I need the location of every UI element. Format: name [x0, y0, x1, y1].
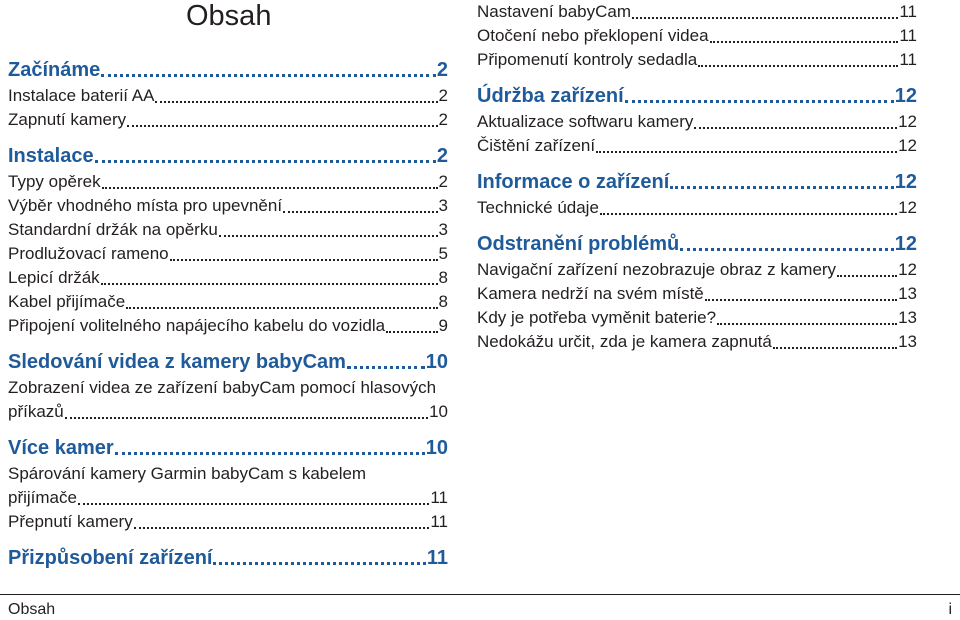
toc-entry-label: Přizpůsobení zařízení — [8, 547, 213, 569]
toc-entry-label: Odstranění problémů — [477, 233, 680, 255]
toc-section-entry[interactable] — [477, 258, 917, 282]
toc-section-entry[interactable] — [477, 330, 917, 354]
toc-entry-row — [8, 170, 448, 194]
dot-leader — [680, 248, 894, 251]
toc-entry-row — [477, 134, 917, 158]
toc-entry-row — [477, 230, 917, 258]
toc-section-entry[interactable] — [8, 314, 448, 338]
toc-entry-label: přijímače — [8, 488, 77, 507]
toc-entry-page-number: 13 — [898, 308, 917, 327]
toc-entry-row — [477, 0, 917, 24]
toc-section-entry[interactable] — [8, 290, 448, 314]
toc-right-column — [477, 0, 917, 354]
dot-leader — [717, 323, 897, 325]
toc-entry-row — [477, 306, 917, 330]
section-gap — [477, 220, 917, 230]
page-footer — [0, 594, 960, 618]
dot-leader — [127, 125, 437, 127]
toc-entry-page-number: 11 — [899, 50, 917, 69]
toc-entry-label: příkazů — [8, 402, 64, 421]
toc-entry-page-number: 8 — [438, 268, 448, 287]
toc-entry-page-number: 10 — [429, 402, 448, 421]
toc-entry-row — [8, 400, 448, 424]
toc-entry-row — [477, 282, 917, 306]
section-gap — [8, 534, 448, 544]
toc-entry-row — [8, 142, 448, 170]
toc-entry-row — [8, 108, 448, 132]
toc-entry-page-number: 12 — [898, 136, 917, 155]
toc-entry-page-number: 2 — [438, 172, 448, 191]
toc-entry-label: Aktualizace softwaru kamery — [477, 112, 694, 131]
dot-leader — [155, 101, 437, 103]
toc-entry-page-number: 12 — [898, 260, 917, 279]
toc-chapter-entry[interactable] — [477, 230, 917, 258]
toc-entry-row — [477, 24, 917, 48]
toc-chapter-entry[interactable] — [8, 434, 448, 462]
toc-entry-label: Kabel přijímače — [8, 292, 126, 311]
dot-leader — [65, 417, 428, 419]
dot-leader — [386, 331, 437, 333]
toc-entry-page-number: 13 — [898, 284, 917, 303]
toc-section-entry[interactable] — [8, 170, 448, 194]
toc-entry-label: Instalace baterií AA — [8, 86, 155, 105]
toc-entry-row — [8, 348, 448, 376]
toc-entry-label: Zapnutí kamery — [8, 110, 127, 129]
section-gap — [477, 158, 917, 168]
toc-entry-page-number: 11 — [430, 488, 448, 507]
toc-entry-label: Připomenutí kontroly sedadla — [477, 50, 698, 69]
toc-entry-label: Otočení nebo překlopení videa — [477, 26, 709, 45]
dot-leader — [219, 235, 438, 237]
dot-leader — [670, 186, 893, 189]
toc-chapter-entry[interactable] — [8, 56, 448, 84]
dot-leader — [837, 275, 897, 277]
toc-section-entry[interactable] — [8, 266, 448, 290]
toc-entry-page-number: 11 — [899, 26, 917, 45]
section-gap — [477, 72, 917, 82]
toc-chapter-entry[interactable] — [8, 348, 448, 376]
dot-leader — [283, 211, 437, 213]
toc-entry-row — [8, 194, 448, 218]
toc-entry-row — [8, 242, 448, 266]
toc-entry-label: Nedokážu určit, zda je kamera zapnutá — [477, 332, 772, 351]
toc-section-entry[interactable] — [8, 376, 448, 424]
dot-leader — [694, 127, 897, 129]
toc-entry-row — [477, 110, 917, 134]
toc-section-entry[interactable] — [8, 462, 448, 510]
toc-entry-label: Čištění zařízení — [477, 136, 596, 155]
dot-leader — [705, 299, 897, 301]
toc-chapter-entry[interactable] — [8, 142, 448, 170]
toc-section-entry[interactable] — [8, 242, 448, 266]
toc-entry-label: Kamera nedrží na svém místě — [477, 284, 704, 303]
toc-entry-page-number: 3 — [438, 196, 448, 215]
toc-entry-page-number: 2 — [436, 145, 448, 167]
toc-entry-label: Typy opěrek — [8, 172, 101, 191]
toc-entry-row — [8, 510, 448, 534]
section-gap — [8, 424, 448, 434]
toc-entry-page-number: 11 — [430, 512, 448, 531]
toc-section-entry[interactable] — [477, 134, 917, 158]
toc-entry-page-number: 10 — [425, 437, 448, 459]
toc-entry-label: Technické údaje — [477, 198, 599, 217]
toc-section-entry[interactable] — [8, 510, 448, 534]
toc-entry-page-number: 3 — [438, 220, 448, 239]
toc-chapter-entry[interactable] — [8, 544, 448, 572]
dot-leader — [625, 100, 894, 103]
dot-leader — [347, 366, 425, 369]
toc-chapter-entry[interactable] — [477, 168, 917, 196]
toc-entry-label: Lepicí držák — [8, 268, 100, 287]
toc-section-entry[interactable] — [477, 110, 917, 134]
toc-chapter-entry[interactable] — [477, 82, 917, 110]
toc-entry-label: Informace o zařízení — [477, 171, 670, 193]
toc-entry-page-number: 5 — [438, 244, 448, 263]
toc-section-entry[interactable] — [477, 48, 917, 72]
toc-entry-label: Přepnutí kamery — [8, 512, 133, 531]
toc-entry-page-number: 12 — [898, 112, 917, 131]
toc-entry-label: Instalace — [8, 145, 94, 167]
toc-entry-label: Nastavení babyCam — [477, 2, 632, 21]
dot-leader — [698, 65, 898, 67]
dot-leader — [101, 283, 438, 285]
dot-leader — [115, 452, 425, 455]
toc-left-column — [8, 56, 448, 572]
toc-entry-row — [8, 84, 448, 108]
toc-entry-label-line: Zobrazení videa ze zařízení babyCam pomocí hlasových — [8, 378, 437, 397]
toc-entry-row — [8, 218, 448, 242]
footer-section-name: Obsah — [8, 601, 56, 618]
dot-leader — [78, 503, 429, 505]
toc-section-entry[interactable] — [477, 282, 917, 306]
dot-leader — [710, 41, 899, 43]
toc-entry-label: Údržba zařízení — [477, 85, 624, 107]
dot-leader — [95, 160, 436, 163]
toc-entry-label: Připojení volitelného napájecího kabelu do vozidla — [8, 316, 386, 335]
toc-entry-row — [8, 434, 448, 462]
dot-leader — [213, 562, 425, 565]
toc-entry-row — [8, 290, 448, 314]
toc-entry-page-number: 10 — [425, 351, 448, 373]
toc-entry-label: Výběr vhodného místa pro upevnění — [8, 196, 283, 215]
toc-entry-page-number: 9 — [438, 316, 448, 335]
toc-entry-row — [477, 196, 917, 220]
toc-entry-page-number: 12 — [894, 171, 917, 193]
dot-leader — [773, 347, 897, 349]
footer-page-number: i — [948, 601, 952, 618]
dot-leader — [600, 213, 897, 215]
toc-entry-row — [477, 48, 917, 72]
dot-leader — [101, 74, 436, 77]
toc-entry-page-number: 12 — [894, 233, 917, 255]
toc-entry-label: Kdy je potřeba vyměnit baterie? — [477, 308, 717, 327]
toc-entry-label: Více kamer — [8, 437, 114, 459]
toc-entry-row — [8, 56, 448, 84]
dot-leader — [632, 17, 898, 19]
section-gap — [8, 338, 448, 348]
toc-entry-page-number: 11 — [426, 547, 448, 569]
toc-entry-page-number: 2 — [438, 86, 448, 105]
dot-leader — [102, 187, 438, 189]
toc-entry-page-number: 8 — [438, 292, 448, 311]
toc-entry-row — [477, 168, 917, 196]
toc-entry-row — [8, 544, 448, 572]
toc-section-entry[interactable] — [477, 306, 917, 330]
dot-leader — [596, 151, 897, 153]
toc-entry-row — [8, 266, 448, 290]
toc-entry-label-line: Spárování kamery Garmin babyCam s kabelem — [8, 464, 367, 483]
toc-entry-label: Navigační zařízení nezobrazuje obraz z kamery — [477, 260, 837, 279]
toc-entry-row — [477, 258, 917, 282]
dot-leader — [134, 527, 430, 529]
toc-entry-page-number: 2 — [438, 110, 448, 129]
toc-section-entry[interactable] — [477, 196, 917, 220]
dot-leader — [170, 259, 438, 261]
toc-entry-label: Začínáme — [8, 59, 101, 81]
page-title: Obsah — [186, 0, 272, 32]
toc-section-entry[interactable] — [477, 24, 917, 48]
toc-entry-page-number: 11 — [899, 2, 917, 21]
section-gap — [8, 132, 448, 142]
toc-section-entry[interactable] — [8, 218, 448, 242]
toc-section-entry[interactable] — [477, 0, 917, 24]
toc-entry-page-number: 13 — [898, 332, 917, 351]
toc-section-entry[interactable] — [8, 108, 448, 132]
toc-entry-label: Prodlužovací rameno — [8, 244, 169, 263]
toc-entry-row — [477, 330, 917, 354]
dot-leader — [126, 307, 437, 309]
toc-entry-row — [8, 314, 448, 338]
toc-entry-label: Sledování videa z kamery babyCam — [8, 351, 346, 373]
toc-section-entry[interactable] — [8, 84, 448, 108]
toc-entry-page-number: 12 — [898, 198, 917, 217]
toc-entry-label: Standardní držák na opěrku — [8, 220, 218, 239]
toc-section-entry[interactable] — [8, 194, 448, 218]
toc-entry-row — [8, 486, 448, 510]
toc-entry-page-number: 2 — [436, 59, 448, 81]
toc-entry-row — [477, 82, 917, 110]
toc-entry-page-number: 12 — [894, 85, 917, 107]
